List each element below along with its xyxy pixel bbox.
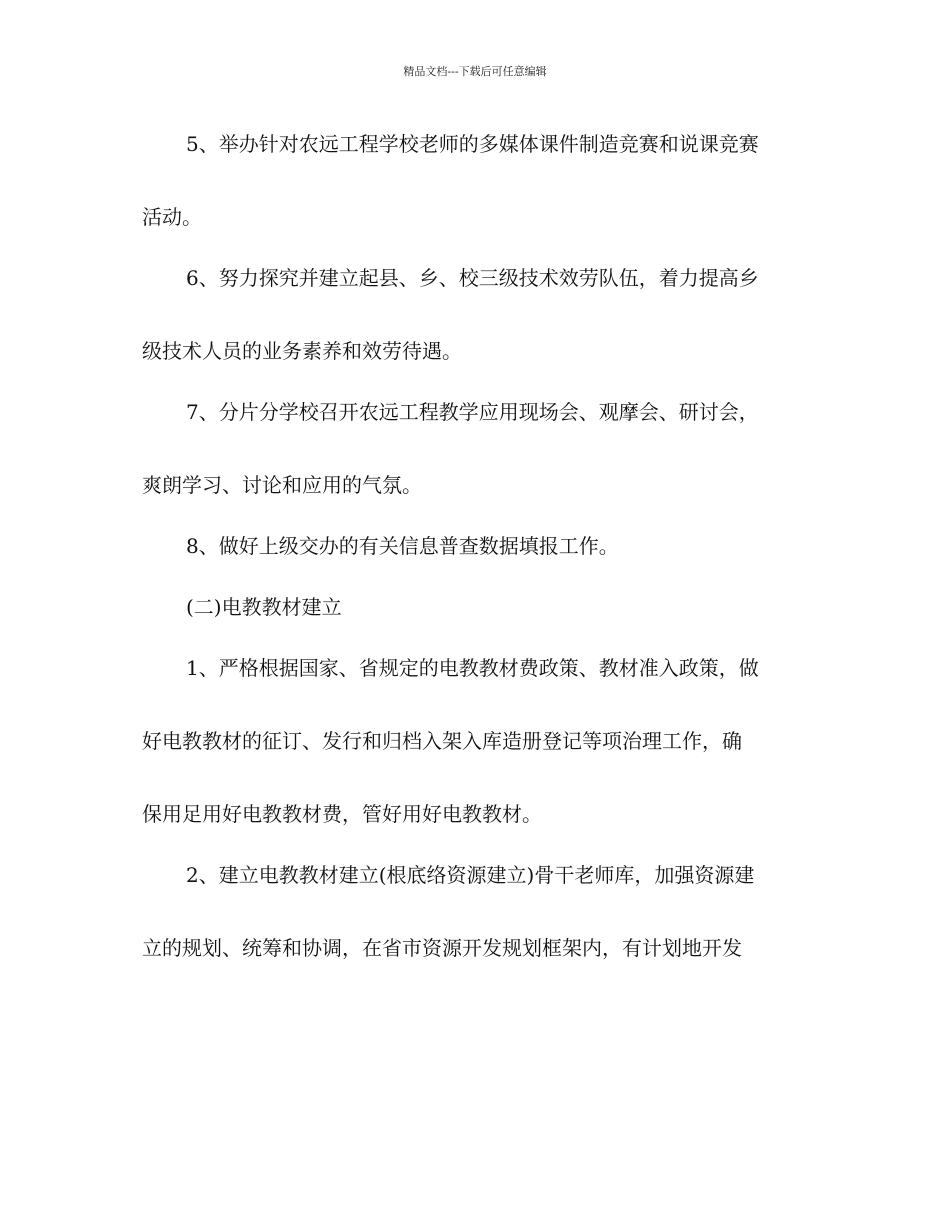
paragraph-line: 活动。 bbox=[142, 205, 202, 229]
paragraph-line: 7、分片分学校召开农远工程教学应用现场会、观摩会、研讨会， bbox=[186, 400, 759, 424]
paragraph-line: 爽朗学习、讨论和应用的气氛。 bbox=[142, 473, 422, 497]
page-header: 精品文档---下载后可任意编辑 bbox=[403, 65, 547, 78]
paragraph-line: 6、努力探究并建立起县、乡、校三级技术效劳队伍，着力提高乡 bbox=[186, 266, 759, 290]
section-heading: (二)电教教材建立 bbox=[186, 595, 342, 619]
paragraph-line: 保用足用好电教教材费，管好用好电教教材。 bbox=[142, 802, 542, 826]
paragraph-line: 级技术人员的业务素养和效劳待遇。 bbox=[142, 339, 462, 363]
paragraph-line: 2、建立电教教材建立(根底络资源建立)骨干老师库，加强资源建 bbox=[186, 863, 755, 887]
paragraph-line: 5、举办针对农远工程学校老师的多媒体课件制造竞赛和说课竞赛 bbox=[186, 132, 759, 156]
paragraph-line: 立的规划、统筹和协调，在省市资源开发规划框架内，有计划地开发 bbox=[142, 936, 742, 960]
paragraph-line: 1、严格根据国家、省规定的电教教材费政策、教材准入政策，做 bbox=[186, 656, 759, 680]
paragraph-line: 好电教教材的征订、发行和归档入架入库造册登记等项治理工作，确 bbox=[142, 729, 742, 753]
paragraph-line: 8、做好上级交办的有关信息普查数据填报工作。 bbox=[186, 534, 619, 558]
